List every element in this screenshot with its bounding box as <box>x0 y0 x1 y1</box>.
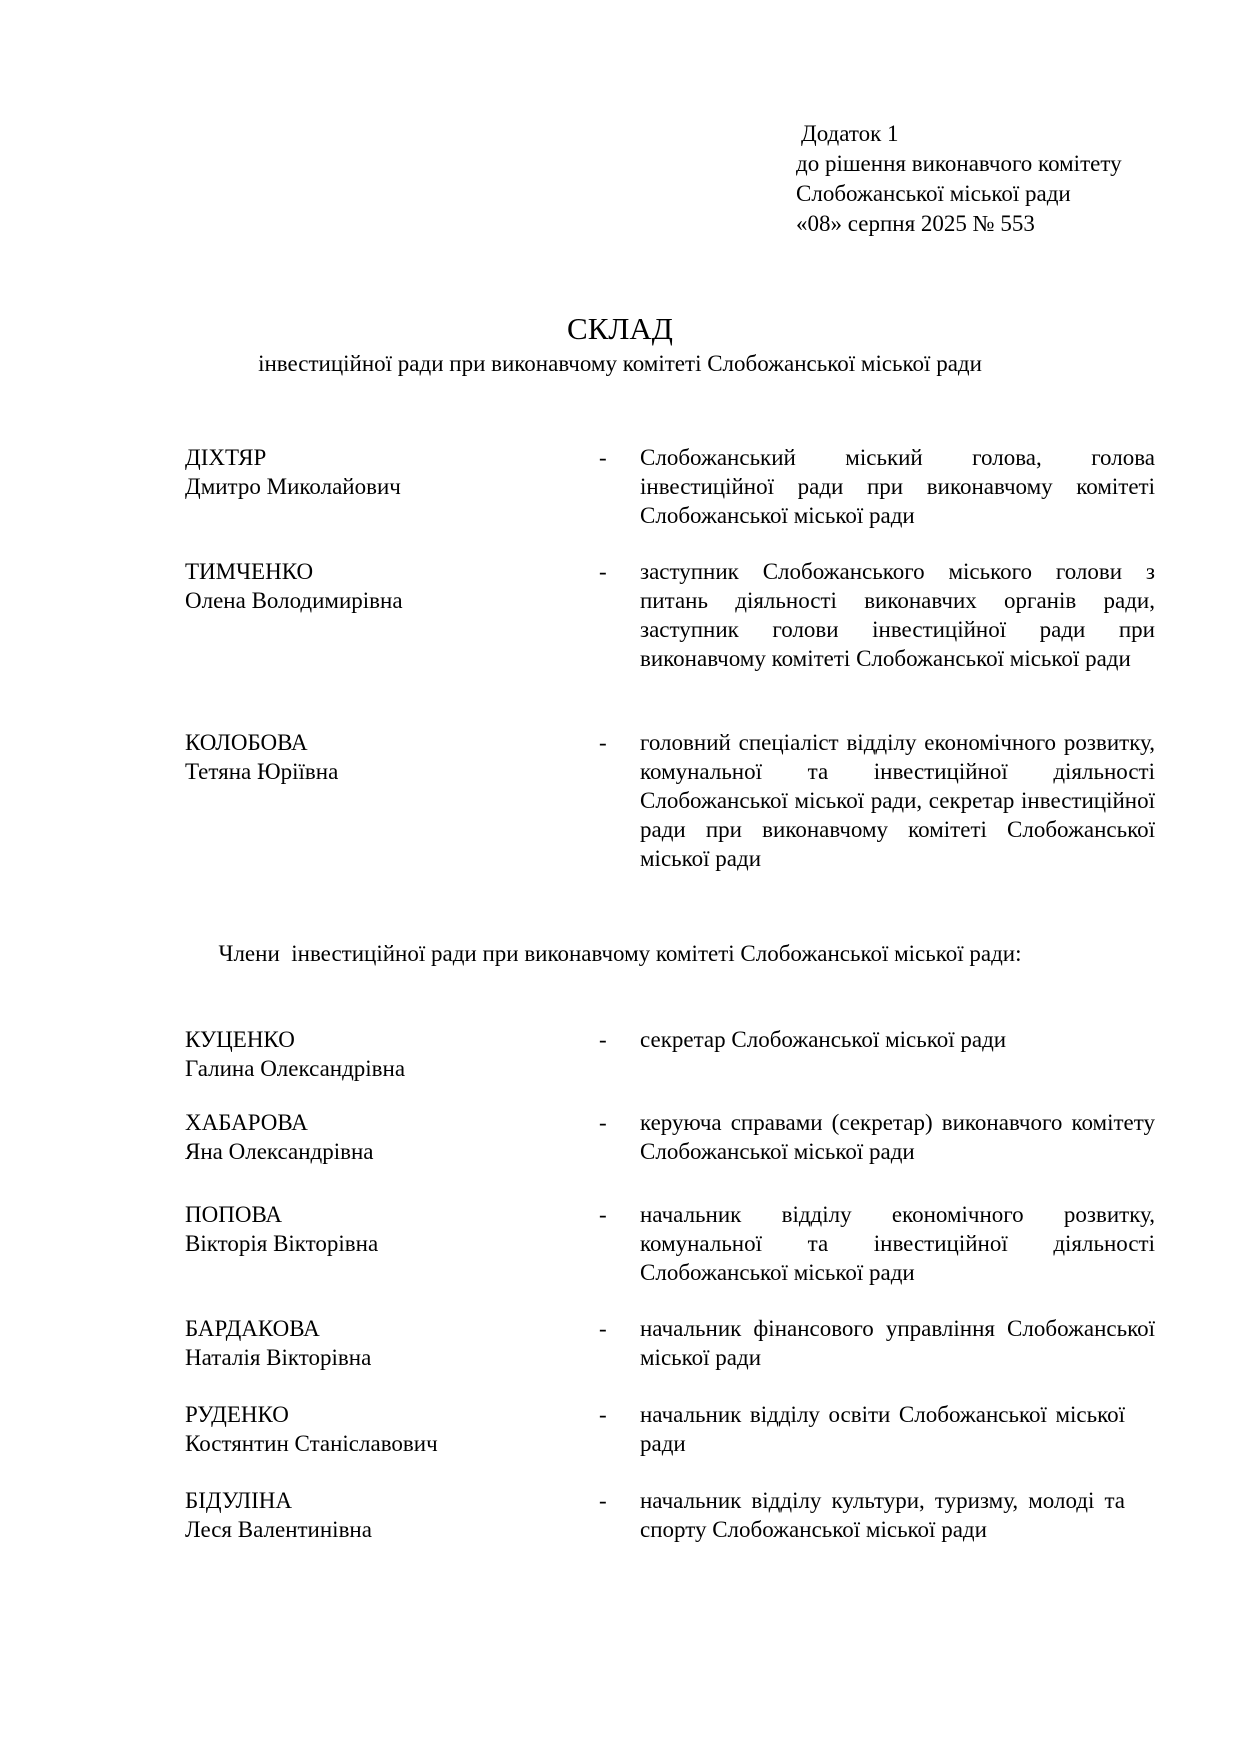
person-given-names: Леся Валентинівна <box>185 1517 372 1542</box>
person-surname: РУДЕНКО <box>185 1402 289 1427</box>
dash-separator: - <box>599 445 607 470</box>
person-name <box>185 557 565 615</box>
annex-council-name: Слобожанської міської ради <box>796 181 1071 206</box>
dash-separator: - <box>599 1316 607 1341</box>
person-role: керуюча справами (секретар) виконавчого комітету Слобожанської міської ради <box>640 1110 1155 1164</box>
person-surname: БАРДАКОВА <box>185 1316 320 1341</box>
person-role: начальник фінансового управління Слобожанської міської ради <box>640 1316 1155 1370</box>
person-given-names: Дмитро Миколайович <box>185 474 401 499</box>
document-title: СКЛАД <box>567 311 673 346</box>
person-name <box>185 728 565 786</box>
person-surname: ДІХТЯР <box>185 445 267 470</box>
person-surname: ТИМЧЕНКО <box>185 559 314 584</box>
person-surname: КОЛОБОВА <box>185 730 308 755</box>
document-subtitle: інвестиційної ради при виконавчому комітеті Слобожанської міської ради <box>258 351 982 376</box>
members-heading: Члени інвестиційної ради при виконавчому комітеті Слобожанської міської ради: <box>218 941 1022 966</box>
person-role: секретар Слобожанської міської ради <box>640 1027 1007 1052</box>
dash-separator: - <box>599 559 607 584</box>
dash-separator: - <box>599 1027 607 1052</box>
person-surname: ПОПОВА <box>185 1202 282 1227</box>
person-surname: ХАБАРОВА <box>185 1110 308 1135</box>
person-given-names: Галина Олександрівна <box>185 1056 406 1081</box>
person-name <box>185 1486 565 1544</box>
person-name <box>185 1025 565 1083</box>
person-role: начальник відділу економічного розвитку, комунальної та інвестиційної діяльності Слобожанської міської ради <box>640 1202 1155 1285</box>
person-given-names: Наталія Вікторівна <box>185 1345 372 1370</box>
person-role: начальник відділу освіти Слобожанської міської ради <box>640 1402 1125 1456</box>
annex-number: Додаток 1 <box>801 121 899 146</box>
dash-separator: - <box>599 1202 607 1227</box>
person-name <box>185 1200 565 1258</box>
person-role: начальник відділу культури, туризму, молоді та спорту Слобожанської міської ради <box>640 1488 1125 1542</box>
person-role: заступник Слобожанського міського голови з питань діяльності виконавчих органів ради, заступник голови інвестиційної ради при виконавчому комітеті Слобожанської міської ради <box>640 559 1155 671</box>
annex-date-number: «08» серпня 2025 № 553 <box>796 211 1035 236</box>
person-name <box>185 443 565 501</box>
person-name <box>185 1108 565 1166</box>
person-role: Слобожанський міський голова, голова інвестиційної ради при виконавчому комітеті Слобожанської міської ради <box>640 445 1155 528</box>
person-surname: БІДУЛІНА <box>185 1488 293 1513</box>
dash-separator: - <box>599 1488 607 1513</box>
dash-separator: - <box>599 730 607 755</box>
dash-separator: - <box>599 1402 607 1427</box>
person-given-names: Тетяна Юріївна <box>185 759 339 784</box>
annex-block <box>796 119 1122 239</box>
person-given-names: Яна Олександрівна <box>185 1139 374 1164</box>
person-surname: КУЦЕНКО <box>185 1027 295 1052</box>
person-given-names: Олена Володимирівна <box>185 588 403 613</box>
annex-decision-reference: до рішення виконавчого комітету <box>796 151 1122 176</box>
person-name <box>185 1400 565 1458</box>
person-name <box>185 1314 565 1372</box>
person-role: головний спеціаліст відділу економічного розвитку, комунальної та інвестиційної діяльності Слобожанської міської ради, секретар інвестиційної ради при виконавчому комітеті Слобожанської міської ради <box>640 730 1155 871</box>
dash-separator: - <box>599 1110 607 1135</box>
person-given-names: Костянтин Станіславович <box>185 1431 438 1456</box>
person-given-names: Вікторія Вікторівна <box>185 1231 379 1256</box>
